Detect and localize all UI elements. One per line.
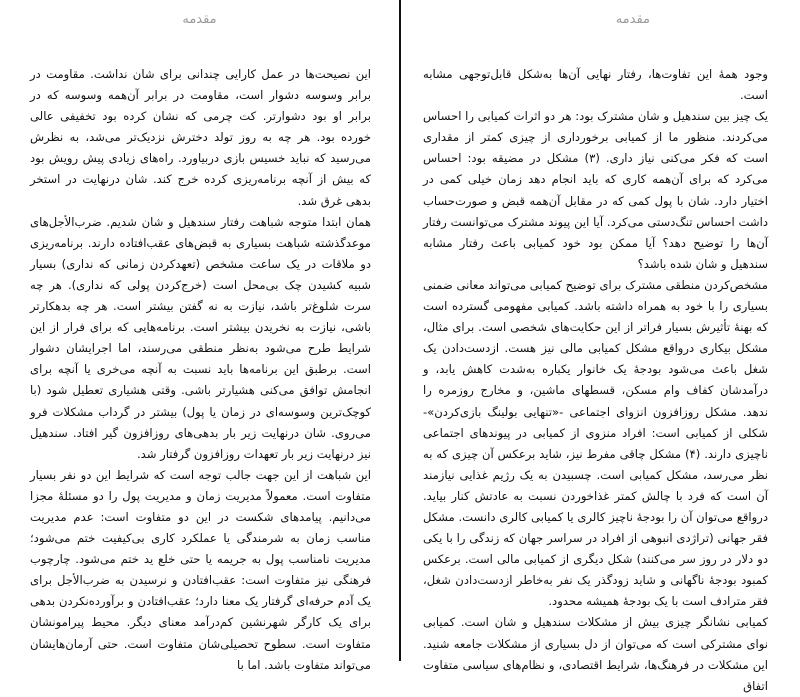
paragraph: این نصیحت‌ها در عمل کارایی چندانی برای شان نداشت. مقاومت در برابر وسوسه دشوار است، مقاومت در برابر آن‌همه وسوسه که در برابر او بود دشوارتر. کت چرمی که نشان کرده بود تخفیفی عالی خورده بود. هر چه به روز تولد دخترش نزدیک‌تر می‌شد، به نظرش می‌رسید که نباید خسیس بازی دربیاورد. راه‌های زیادی پیش رویش بود که بیش از آنچه برنامه‌ریزی کرده خرج کند. شان درنهایت در استخر بدهی غرق شد. (30, 67, 371, 208)
paragraph: کمیابی نشانگر چیزی بیش از مشکلات سندهیل و شان است. کمیابی نوای مشترکی است که می‌توان از دل بسیاری از مشکلات جامعه شنید. این مشکلات در فرهنگ‌ها، شرایط اقتصادی، و نظام‌های سیاسی متفاوت اتفاق (423, 615, 768, 693)
paragraph: مشخص‌کردن منطقی مشترک برای توضیح کمیابی می‌تواند معانی ضمنی بسیاری را با خود به همراه داشته باشد. کمیابی مفهومی گسترده است که بهنهٔ تأثیرش بسیار فراتر از این حکایت‌های شخصی است. برای مثال، مشکل بیکاری درواقع مشکل کمیابی مالی نیز هست. ازدست‌دادن یک شغل باعث می‌شود بودجهٔ یک خانوار یکباره به‌شدت کاهش یابد، و درآمدشان کفاف وام مسکن، قسطهای ماشین، و مخارج روزمره را ندهد. مشکل روزافزون انزوای اجتماعی -«تنهایی بولینگ بازی‌کردن»- شکلی از کمیابی است: افراد منزوی از کمیابی در پیوندهای اجتماعی ناچیزی دارند. (۴) مشکل چاقی مفرط نیز، شاید برعکس آن چیزی که به نظر می‌رسد، مشکل کمیابی است. چسبیدن به یک رژیم غذایی نیازمند آن است که فرد با چالش کمتر غذاخوردن نسبت به عادتش کنار بیاید. درواقع می‌توان آن را بودجهٔ ناچیز کالری یا کمیابی کالری دانست. مشکل فقر جهانی (تراژدی انبوهی از افراد در سراسر جهان که زندگی را با یکی دو دلار در روز سر می‌کنند) شکل دیگری از کمیابی مالی است. برعکس کمبود بودجهٔ ناگهانی و شاید زودگذر یک نفر به‌خاطر ازدست‌دادن شغل، فقر مترادف است با یک بودجهٔ همیشه محدود. (423, 277, 768, 609)
paragraph: این شباهت از این جهت جالب توجه است که شرایط این دو نفر بسیار متفاوت است. معمولاً مدیریت زمان و مدیریت پول را دو مسئلهٔ مجزا می‌دانیم. پیامدهای شکست در این دو متفاوت است: عدم مدیریت مناسب زمان به شرمندگی یا عملکرد کاری بی‌کیفیت ختم می‌شود؛ مدیریت نامناسب پول به جریمه یا حتی خلع ید ختم می‌شود. چارچوب فرهنگی نیز متفاوت است: عقب‌افتادن و نرسیدن به ضرب‌الأجل برای یک آدم حرفه‌ای گرفتار یک معنا دارد؛ عقب‌افتادن و برآورده‌نکردن بدهی برای یک کارگر شهرنشین کم‌درآمد معنای دیگر. محیط پیرامونشان متفاوت است. سطوح تحصیلی‌شان متفاوت است. حتی آرمان‌هایشان می‌تواند متفاوت باشد. اما با (30, 467, 371, 672)
page-header: مقدمه (182, 12, 217, 27)
paragraph: همان ابتدا متوجه شباهت رفتار سندهیل و شان شدیم. ضرب‌الأجل‌های موعدگذشته شباهت بسیاری به قبض‌های عقب‌افتاده دارند. برنامه‌ریزی دو ملاقات در یک ساعت مشخص (تعهدکردن زمانی که نداری) بسیار شبیه کشیدن چک بی‌محل است (خرج‌کردن پولی که نداری). هر چه سرت شلوغ‌تر باشد، نیازت به نه گفتن بیشتر است. هر چه بدهکارتر باشی، نیازت به نخریدن بیشتر است. برنامه‌هایی که برای فرار از این شرایط طرح می‌شود به‌نظر منطقی می‌رسند، اما اجرایشان دشوار است. برطبق این برنامه‌ها باید نسبت به آنچه می‌خری یا آنچه برای انجامش توافق می‌کنی هشیارتر باشی. وقتی هشیاری تعطیل شود (با کوچک‌ترین وسوسه‌ای در زمان یا پول) بیشتر در گرداب مشکلات فرو می‌روی. شان درنهایت زیر بار بدهی‌های روزافزون گیر افتاد. سندهیل نیز درنهایت زیر بار تعهدات روزافزون گرفتار شد. (30, 214, 371, 461)
paragraph: وجود همهٔ این تفاوت‌ها، رفتار نهایی آن‌ها به‌شکل قابل‌توجهی مشابه است. (423, 67, 768, 103)
right-page (401, 0, 800, 693)
paragraph: یک چیز بین سندهیل و شان مشترک بود: هر دو اثرات کمیابی را احساس می‌کردند. منظور ما از کمیابی برخورداری از چیزی کمتر از مقداری است که فکر می‌کنی نیاز داری. (۳) مشکل در مضیقه بود: احساس می‌کرد که برای آن‌همه کاری که باید انجام دهد زمان خیلی کمی در اختیار دارد. شان با پول کمی که در مقابل آن‌همه قبض و صورت‌حساب داشت احساس تنگ‌دستی می‌کرد. آیا این پیوند مشترک می‌توانست رفتار آن‌ها را توضیح دهد؟ آیا ممکن بود خود کمیابی باعث رفتار مشابه سندهیل و شان شده باشد؟ (423, 109, 768, 271)
page-body (30, 64, 371, 676)
left-page (0, 0, 399, 672)
page-header: مقدمه (615, 12, 650, 27)
page-body (423, 64, 768, 697)
